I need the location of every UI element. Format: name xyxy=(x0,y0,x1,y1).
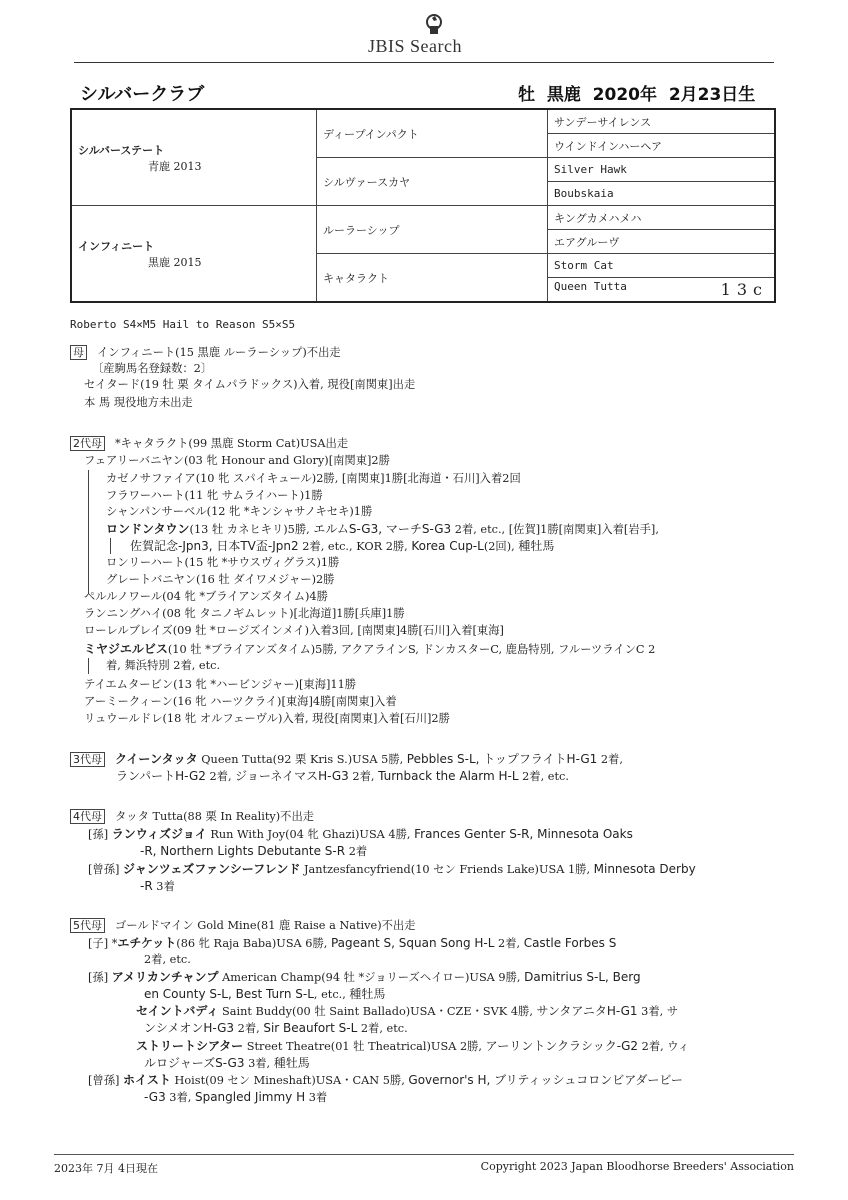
family-line xyxy=(88,1072,683,1089)
gen3-dam-tag: 3代母 xyxy=(70,752,105,767)
family-line xyxy=(88,861,696,878)
family-line: 2着, etc. xyxy=(144,953,191,966)
race-names: en County S-L, Best Turn S-L xyxy=(144,987,314,1001)
text: 2着, xyxy=(205,770,236,783)
race-names: Governor's H, ブリティッシュコロンビアダービー xyxy=(408,1073,683,1087)
gen2-cell: ルーラーシップ xyxy=(317,206,548,254)
logo-text: JBIS Search xyxy=(368,36,462,56)
text: 2着, etc. xyxy=(518,770,569,783)
family-line: テイエムタービン(13 牝 *ハービンジャー)[東海]11勝 xyxy=(84,678,357,691)
gen3-dam-line xyxy=(70,751,623,768)
text: 2着, xyxy=(348,770,379,783)
race-names: Sir Beaufort S-L xyxy=(263,1021,358,1035)
stallion-label: 種牡馬 xyxy=(349,987,386,1001)
horse-name: シルバークラブ xyxy=(80,84,205,105)
gen5-dam-text: ゴールドマイン Gold Mine(81 鹿 Raise a Native)不出走 xyxy=(115,919,416,932)
family-line xyxy=(106,521,659,538)
text: 2着, etc., KOR 2勝, xyxy=(298,540,412,553)
text: 3着 xyxy=(305,1091,328,1104)
dam-foal-count: 〔産駒馬名登録数：2〕 xyxy=(92,362,213,375)
gen2-cell: キャタラクト xyxy=(317,254,548,303)
race-names: Pageant S, Squan Song H-L xyxy=(330,936,495,950)
family-line: グレートバニヤン(16 牡 ダイワメジャー)2勝 xyxy=(106,573,335,586)
import-mark: * xyxy=(111,937,118,950)
race-names: ンシメオンH-G3 xyxy=(144,1021,235,1035)
gen3-cell: Storm Cat xyxy=(548,254,776,278)
dam-name: インフィニート xyxy=(78,239,155,253)
dam-tag: 母 xyxy=(70,345,87,360)
family-line: シャンパンサーベル(12 牝 *キンシャサノキセキ)1勝 xyxy=(106,505,373,518)
race-names: Korea Cup-L xyxy=(411,539,484,553)
race-names: 佐賀記念-Jpn3, 日本TV盃-Jpn2 xyxy=(130,539,299,553)
horse-name-bold: エチケット xyxy=(117,936,177,950)
race-names: -G3 xyxy=(144,1090,166,1104)
horse-name-bold: ホイスト xyxy=(123,1073,171,1087)
dam-cell xyxy=(71,206,317,303)
race-names: Pebbles S-L, トップフライトH-G1 xyxy=(406,752,598,766)
inbreed-line: Roberto S4×M5 Hail to Reason S5×S5 xyxy=(70,318,296,331)
text: (10 牡 *ブライアンズタイム)5勝, アクアラインS, ドンカスターC, 鹿島特別, フルーツラインC 2 xyxy=(167,643,656,656)
horse-name-bold: ミヤジエルビス xyxy=(84,642,168,656)
gen3-cell: ウインドインハーヘア xyxy=(548,134,776,158)
race-names: ルロジャーズS-G3 xyxy=(144,1056,245,1070)
gen5-dam-tag: 5代母 xyxy=(70,918,105,933)
sire-cell xyxy=(71,109,317,206)
dam-line xyxy=(70,345,341,361)
race-names: Turnback the Alarm H-L xyxy=(378,769,519,783)
gen2-dam-tag: 2代母 xyxy=(70,436,105,451)
horse-name-bold: ランウィズジョイ xyxy=(111,827,207,841)
relation-label: [子] xyxy=(88,937,109,950)
family-line xyxy=(144,1055,310,1072)
sibling-line: セイタード(19 牡 栗 タイムパラドックス)入着, 現役[南関東]出走 xyxy=(84,378,416,391)
text: Hoist(09 セン Mineshaft)USA・CAN 5勝, xyxy=(174,1074,409,1087)
race-names: ランパートH-G2 xyxy=(116,769,206,783)
relation-label: [孫] xyxy=(88,828,109,841)
tree-bar xyxy=(88,470,89,594)
family-line: ランニングハイ(08 牝 タニノギムレット)[北海道]1勝[兵庫]1勝 xyxy=(84,607,405,620)
race-names: エルムS-G3, マーチS-G3 xyxy=(313,522,452,536)
stallion-label: 種牡馬 xyxy=(518,539,555,553)
family-line: フラワーハート(11 牝 サムライハート)1勝 xyxy=(106,489,323,502)
horse-name-bold: クイーンタッタ xyxy=(115,752,198,766)
gen3-name: Queen Tutta xyxy=(554,280,627,293)
gen4-dam-tag: 4代母 xyxy=(70,809,105,824)
gen5-dam-line xyxy=(70,918,416,934)
race-names: -R, Northern Lights Debutante S-R xyxy=(140,844,346,858)
gen2-dam-text: *キャタラクト(99 黒鹿 Storm Cat)USA出走 xyxy=(115,437,349,450)
family-line: フェアリーバニヤン(03 牝 Honour and Glory)[南関東]2勝 xyxy=(84,454,390,467)
race-names: Castle Forbes S xyxy=(523,936,617,950)
race-names: Damitrius S-L, Berg xyxy=(524,970,641,984)
text: 2着 xyxy=(345,845,368,858)
family-line xyxy=(88,935,616,952)
race-names: -R xyxy=(140,879,153,893)
gen3-cell: キングカメハメハ xyxy=(548,206,776,230)
family-line xyxy=(88,826,633,843)
header-divider xyxy=(74,62,774,63)
family-line xyxy=(88,969,641,986)
text: Street Theatre(01 牡 Theatrical)USA 2勝, xyxy=(246,1040,486,1053)
family-line xyxy=(144,986,385,1003)
sire-name: シルバーステート xyxy=(78,143,165,157)
family-line xyxy=(140,878,175,895)
footer-date: 2023年 7月 4日現在 xyxy=(54,1162,158,1175)
text: (2回), xyxy=(483,540,519,553)
text: Run With Joy(04 牝 Ghazi)USA 4勝, xyxy=(210,828,415,841)
text: 2着, ウィ xyxy=(638,1040,690,1053)
text: Saint Buddy(00 牡 Saint Ballado)USA・CZE・SVK 4勝, xyxy=(222,1005,537,1018)
sire-sub: 青鹿 2013 xyxy=(148,159,202,173)
family-line xyxy=(130,538,554,555)
relation-label: [孫] xyxy=(88,971,109,984)
text: American Champ(94 牡 *ジョリーズヘイロー)USA 9勝, xyxy=(222,971,525,984)
family-line xyxy=(144,1020,408,1037)
text: Jantzesfancyfriend(10 セン Friends Lake)USA 1勝, xyxy=(303,863,594,876)
gen3-cell: サンデーサイレンス xyxy=(548,109,776,134)
family-line: ロンリーハート(15 牝 *サウスヴィグラス)1勝 xyxy=(106,556,340,569)
tree-bar xyxy=(88,658,89,674)
gen4-dam-text: タッタ Tutta(88 栗 In Reality)不出走 xyxy=(115,810,315,823)
text: 3着, xyxy=(244,1057,274,1070)
text: 2着, etc. xyxy=(357,1022,408,1035)
family-line: アーミークィーン(16 牝 ハーツクライ)[東海]4勝[南関東]入着 xyxy=(84,695,397,708)
gen3-cell: エアグルーヴ xyxy=(548,230,776,254)
jbis-logo xyxy=(368,12,498,58)
race-names: Minnesota Derby xyxy=(593,862,696,876)
self-line: 本 馬 現役地方未出走 xyxy=(84,396,193,409)
text: , etc., xyxy=(313,988,350,1001)
horse-name-bold: ジャンツェズファンシーフレンド xyxy=(123,862,301,876)
race-names: サンタアニタH-G1 xyxy=(536,1004,638,1018)
gen3-cell: Silver Hawk xyxy=(548,158,776,182)
gen2-dam-line xyxy=(70,436,348,452)
footer-copyright: Copyright 2023 Japan Bloodhorse Breeders' Association xyxy=(480,1160,794,1173)
tree-bar xyxy=(110,538,111,554)
family-line xyxy=(144,1089,327,1106)
family-line xyxy=(136,1003,678,1020)
family-line xyxy=(84,641,655,658)
text: (13 牡 カネヒキリ)5勝, xyxy=(189,523,314,536)
text: 3着, xyxy=(165,1091,195,1104)
text: Queen Tutta(92 栗 Kris S.)USA 5勝, xyxy=(201,753,407,766)
horse-name-bold: ストリートシアター xyxy=(136,1039,244,1053)
family-line xyxy=(140,843,367,860)
family-line: カゼノサファイア(10 牝 スパイキュール)2勝, [南関東]1勝[北海道・石川]入着2回 xyxy=(106,472,521,485)
gen3-cell: Boubskaia xyxy=(548,182,776,206)
family-line xyxy=(136,1038,689,1055)
family-line: 着, 舞浜特別 2着, etc. xyxy=(106,659,221,672)
horse-name-bold: ロンドンタウン xyxy=(106,522,190,536)
relation-label: [曾孫] xyxy=(88,1074,120,1087)
race-names: アーリントンクラシック-G2 xyxy=(485,1039,639,1053)
race-names: Frances Genter S-R, Minnesota Oaks xyxy=(414,827,633,841)
race-names: ジョーネイマスH-G3 xyxy=(235,769,349,783)
gen3-cell-last xyxy=(548,278,776,303)
gen2-cell: ディープインパクト xyxy=(317,109,548,158)
family-line: ローレルブレイズ(09 牡 *ロージズインメイ)入着3回, [南関東]4勝[石川]入着[東海] xyxy=(84,624,504,637)
text: 2着, xyxy=(234,1022,264,1035)
race-names: Spangled Jimmy H xyxy=(194,1090,306,1104)
gen4-dam-line xyxy=(70,809,314,825)
stallion-label: 種牡馬 xyxy=(273,1056,310,1070)
horse-head-icon xyxy=(422,12,446,36)
family-line xyxy=(116,768,569,785)
text: (86 牝 Raja Baba)USA 6勝, xyxy=(176,937,331,950)
text: 2着, xyxy=(494,937,524,950)
text: 3着 xyxy=(152,880,175,893)
footer-divider xyxy=(54,1154,794,1155)
relation-label: [曾孫] xyxy=(88,863,120,876)
pedigree-table xyxy=(70,108,776,303)
horse-info: 牡 黒鹿 2020年 2月23日生 xyxy=(518,85,756,105)
horse-name-bold: アメリカンチャンプ xyxy=(111,970,219,984)
dam-text: インフィニート(15 黒鹿 ルーラーシップ)不出走 xyxy=(97,346,341,359)
family-line: リュウールドレ(18 牝 オルフェーヴル)入着, 現役[南関東]入着[石川]2勝 xyxy=(84,712,450,725)
text: 2着, xyxy=(597,753,623,766)
text: 2着, etc., [佐賀]1勝[南関東]入着[岩手], xyxy=(451,523,659,536)
gen2-cell: シルヴァースカヤ xyxy=(317,158,548,206)
horse-name-bold: セイントバディ xyxy=(136,1004,219,1018)
family-code: 13c xyxy=(720,280,768,299)
family-line: ペルルノワール(04 牝 *ブライアンズタイム)4勝 xyxy=(84,590,328,603)
text: 3着, サ xyxy=(637,1005,679,1018)
dam-sub: 黒鹿 2015 xyxy=(148,255,202,269)
